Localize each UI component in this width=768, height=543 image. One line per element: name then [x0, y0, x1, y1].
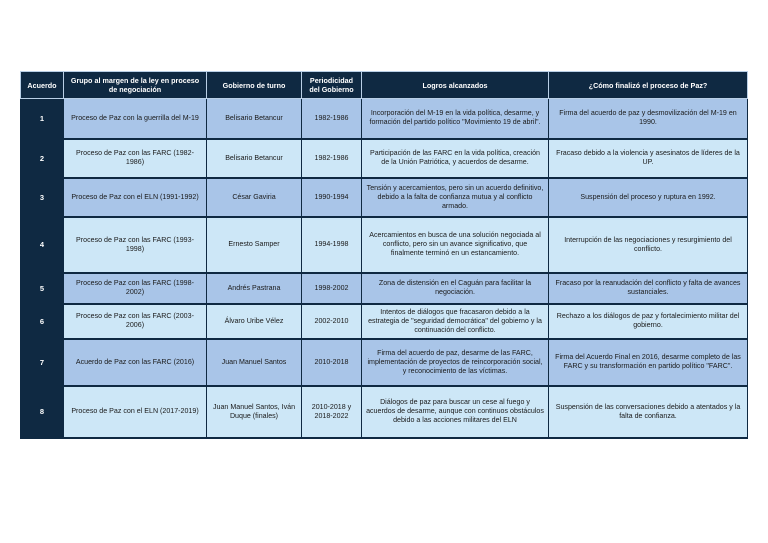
table-row [21, 139, 748, 178]
cell-grupo: Proceso de Paz con el ELN (2017-2019) [64, 386, 207, 438]
cell-periodicidad: 1982-1986 [302, 139, 362, 178]
table-row [21, 339, 748, 386]
cell-logros: Tensión y acercamientos, pero sin un acuerdo definitivo, debido a la falta de confianza mutua y al conflicto armado. [362, 178, 549, 217]
cell-grupo: Acuerdo de Paz con las FARC (2016) [64, 339, 207, 386]
cell-finalizacion: Fracaso por la reanudación del conflicto y falta de avances sustanciales. [549, 273, 748, 304]
header-gobierno: Gobierno de turno [207, 72, 302, 99]
cell-periodicidad: 1990-1994 [302, 178, 362, 217]
cell-grupo: Proceso de Paz con la guerrilla del M-19 [64, 99, 207, 139]
cell-acuerdo: 1 [21, 99, 64, 139]
cell-gobierno: Juan Manuel Santos, Iván Duque (finales) [207, 386, 302, 438]
cell-gobierno: Belisario Betancur [207, 99, 302, 139]
cell-grupo: Proceso de Paz con el ELN (1991-1992) [64, 178, 207, 217]
table-row [21, 178, 748, 217]
cell-gobierno: Álvaro Uribe Vélez [207, 304, 302, 339]
cell-finalizacion: Rechazo a los diálogos de paz y fortalecimiento militar del gobierno. [549, 304, 748, 339]
cell-periodicidad: 2010-2018 [302, 339, 362, 386]
cell-periodicidad: 1982-1986 [302, 99, 362, 139]
table-row [21, 273, 748, 304]
cell-acuerdo: 5 [21, 273, 64, 304]
cell-finalizacion: Fracaso debido a la violencia y asesinatos de líderes de la UP. [549, 139, 748, 178]
cell-periodicidad: 2002-2010 [302, 304, 362, 339]
cell-acuerdo: 8 [21, 386, 64, 438]
cell-grupo: Proceso de Paz con las FARC (1982-1986) [64, 139, 207, 178]
cell-periodicidad: 2010-2018 y 2018-2022 [302, 386, 362, 438]
table-row [21, 386, 748, 438]
cell-grupo: Proceso de Paz con las FARC (1998-2002) [64, 273, 207, 304]
cell-gobierno: Belisario Betancur [207, 139, 302, 178]
cell-logros: Acercamientos en busca de una solución negociada al conflicto, pero sin un avance significativo, que finalmente terminó en un estancamiento. [362, 217, 549, 273]
cell-logros: Zona de distensión en el Caguán para facilitar la negociación. [362, 273, 549, 304]
table-row [21, 99, 748, 139]
cell-acuerdo: 6 [21, 304, 64, 339]
cell-finalizacion: Firma del Acuerdo Final en 2016, desarme completo de las FARC y su transformación en partido político "FARC". [549, 339, 748, 386]
cell-periodicidad: 1994-1998 [302, 217, 362, 273]
cell-logros: Incorporación del M-19 en la vida política, desarme, y formación del partido político "Movimiento 19 de abril". [362, 99, 549, 139]
cell-gobierno: Ernesto Samper [207, 217, 302, 273]
cell-periodicidad: 1998-2002 [302, 273, 362, 304]
table-row [21, 304, 748, 339]
cell-finalizacion: Interrupción de las negociaciones y resurgimiento del conflicto. [549, 217, 748, 273]
header-logros: Logros alcanzados [362, 72, 549, 99]
cell-logros: Intentos de diálogos que fracasaron debido a la estrategia de "seguridad democrática" del gobierno y la continuación del conflicto. [362, 304, 549, 339]
table-row [21, 217, 748, 273]
cell-finalizacion: Suspensión del proceso y ruptura en 1992. [549, 178, 748, 217]
header-periodicidad: Periodicidad del Gobierno [302, 72, 362, 99]
cell-finalizacion: Suspensión de las conversaciones debido a atentados y la falta de confianza. [549, 386, 748, 438]
cell-gobierno: Juan Manuel Santos [207, 339, 302, 386]
cell-acuerdo: 3 [21, 178, 64, 217]
header-acuerdo: Acuerdo [21, 72, 64, 99]
cell-acuerdo: 2 [21, 139, 64, 178]
cell-finalizacion: Firma del acuerdo de paz y desmovilización del M-19 en 1990. [549, 99, 748, 139]
header-grupo: Grupo al margen de la ley en proceso de negociación [64, 72, 207, 99]
cell-acuerdo: 4 [21, 217, 64, 273]
peace-process-table [20, 71, 748, 439]
cell-grupo: Proceso de Paz con las FARC (1993-1998) [64, 217, 207, 273]
cell-logros: Diálogos de paz para buscar un cese al fuego y acuerdos de desarme, aunque con continuos obstáculos debido a las acciones militares del ELN [362, 386, 549, 438]
cell-logros: Participación de las FARC en la vida política, creación de la Unión Patriótica, y acuerdos de desarme. [362, 139, 549, 178]
cell-acuerdo: 7 [21, 339, 64, 386]
header-finalizacion: ¿Cómo finalizó el proceso de Paz? [549, 72, 748, 99]
table-header-row [21, 72, 748, 99]
cell-gobierno: Andrés Pastrana [207, 273, 302, 304]
cell-gobierno: César Gaviria [207, 178, 302, 217]
cell-logros: Firma del acuerdo de paz, desarme de las FARC, implementación de proyectos de reincorporación social, y reconocimiento de las víctimas. [362, 339, 549, 386]
cell-grupo: Proceso de Paz con las FARC (2003-2006) [64, 304, 207, 339]
